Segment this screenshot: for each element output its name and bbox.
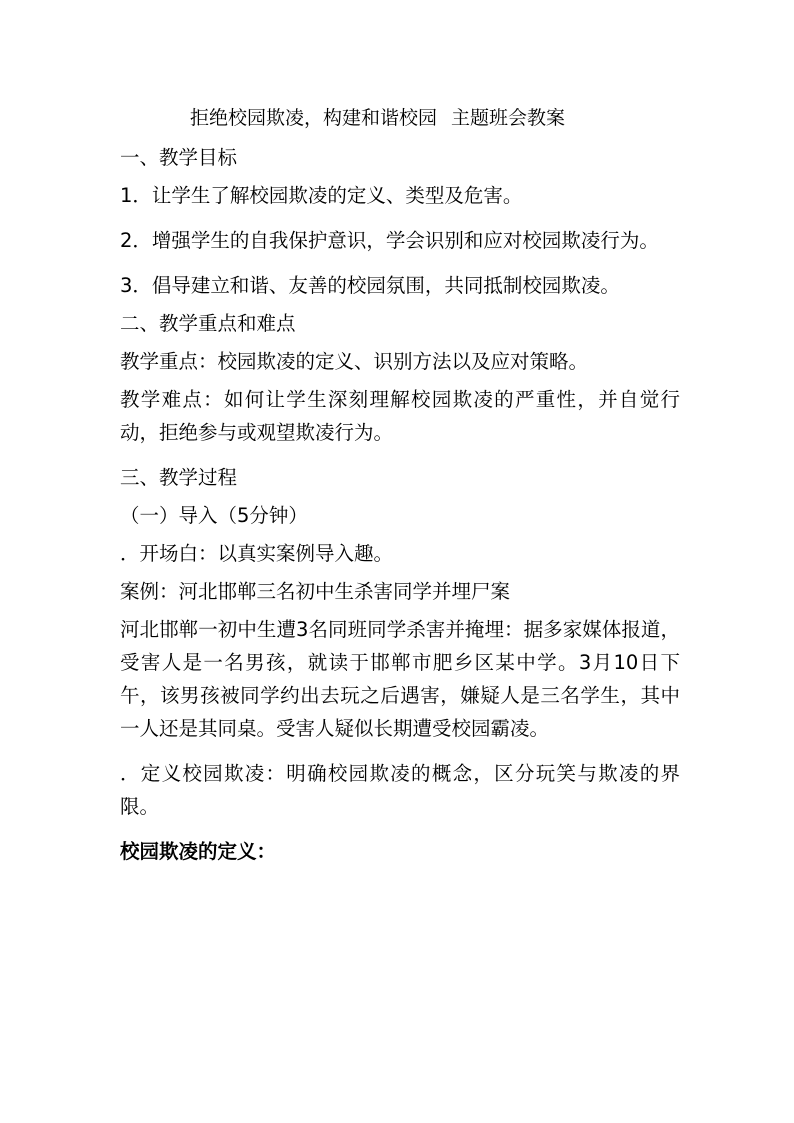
case-description: 河北邯郸一初中生遭3名同班同学杀害并掩埋：据多家媒体报道，受害人是一名男孩，就读于邯郸市肥乡区某中学。3月10日下午，该男孩被同学约出去玩之后遇害，嫌疑人是三名学生，其中一人还是其同桌。受害人疑似长期遭受校园霸凌。 xyxy=(120,618,680,740)
title-sub: 主题班会教案 xyxy=(451,107,566,129)
goal-item-3: 3．倡导建立和谐、友善的校园氛围，共同抵制校园欺凌。 xyxy=(120,274,620,297)
opening-remark: ．开场白：以真实案例导入趣。 xyxy=(120,542,394,565)
define-bullying: ．定义校园欺凌：明确校园欺凌的概念，区分玩笑与欺凌的界限。 xyxy=(120,762,680,818)
case-title: 案例：河北邯郸三名初中生杀害同学并埋尸案 xyxy=(120,580,511,603)
key-point-text: 教学重点：校园欺凌的定义、识别方法以及应对策略。 xyxy=(120,350,589,373)
section-intro: （一）导入（5分钟） xyxy=(120,504,308,527)
heading-teaching-goals: 一、教学目标 xyxy=(120,146,238,169)
document-body xyxy=(120,141,680,880)
bullying-definition-heading: 校园欺凌的定义： xyxy=(120,840,277,863)
goal-item-2: 2．增强学生的自我保护意识，学会识别和应对校园欺凌行为。 xyxy=(120,229,659,252)
difficult-point-text: 教学难点：如何让学生深刻理解校园欺凌的严重性，并自觉行动，拒绝参与或观望欺凌行为。 xyxy=(120,388,680,444)
heading-teaching-process: 三、教学过程 xyxy=(120,466,238,489)
title-main: 拒绝校园欺凌，构建和谐校园 xyxy=(190,107,438,129)
heading-key-points: 二、教学重点和难点 xyxy=(120,312,296,335)
document-title xyxy=(190,104,565,132)
goal-item-1: 1．让学生了解校园欺凌的定义、类型及危害。 xyxy=(120,184,523,207)
